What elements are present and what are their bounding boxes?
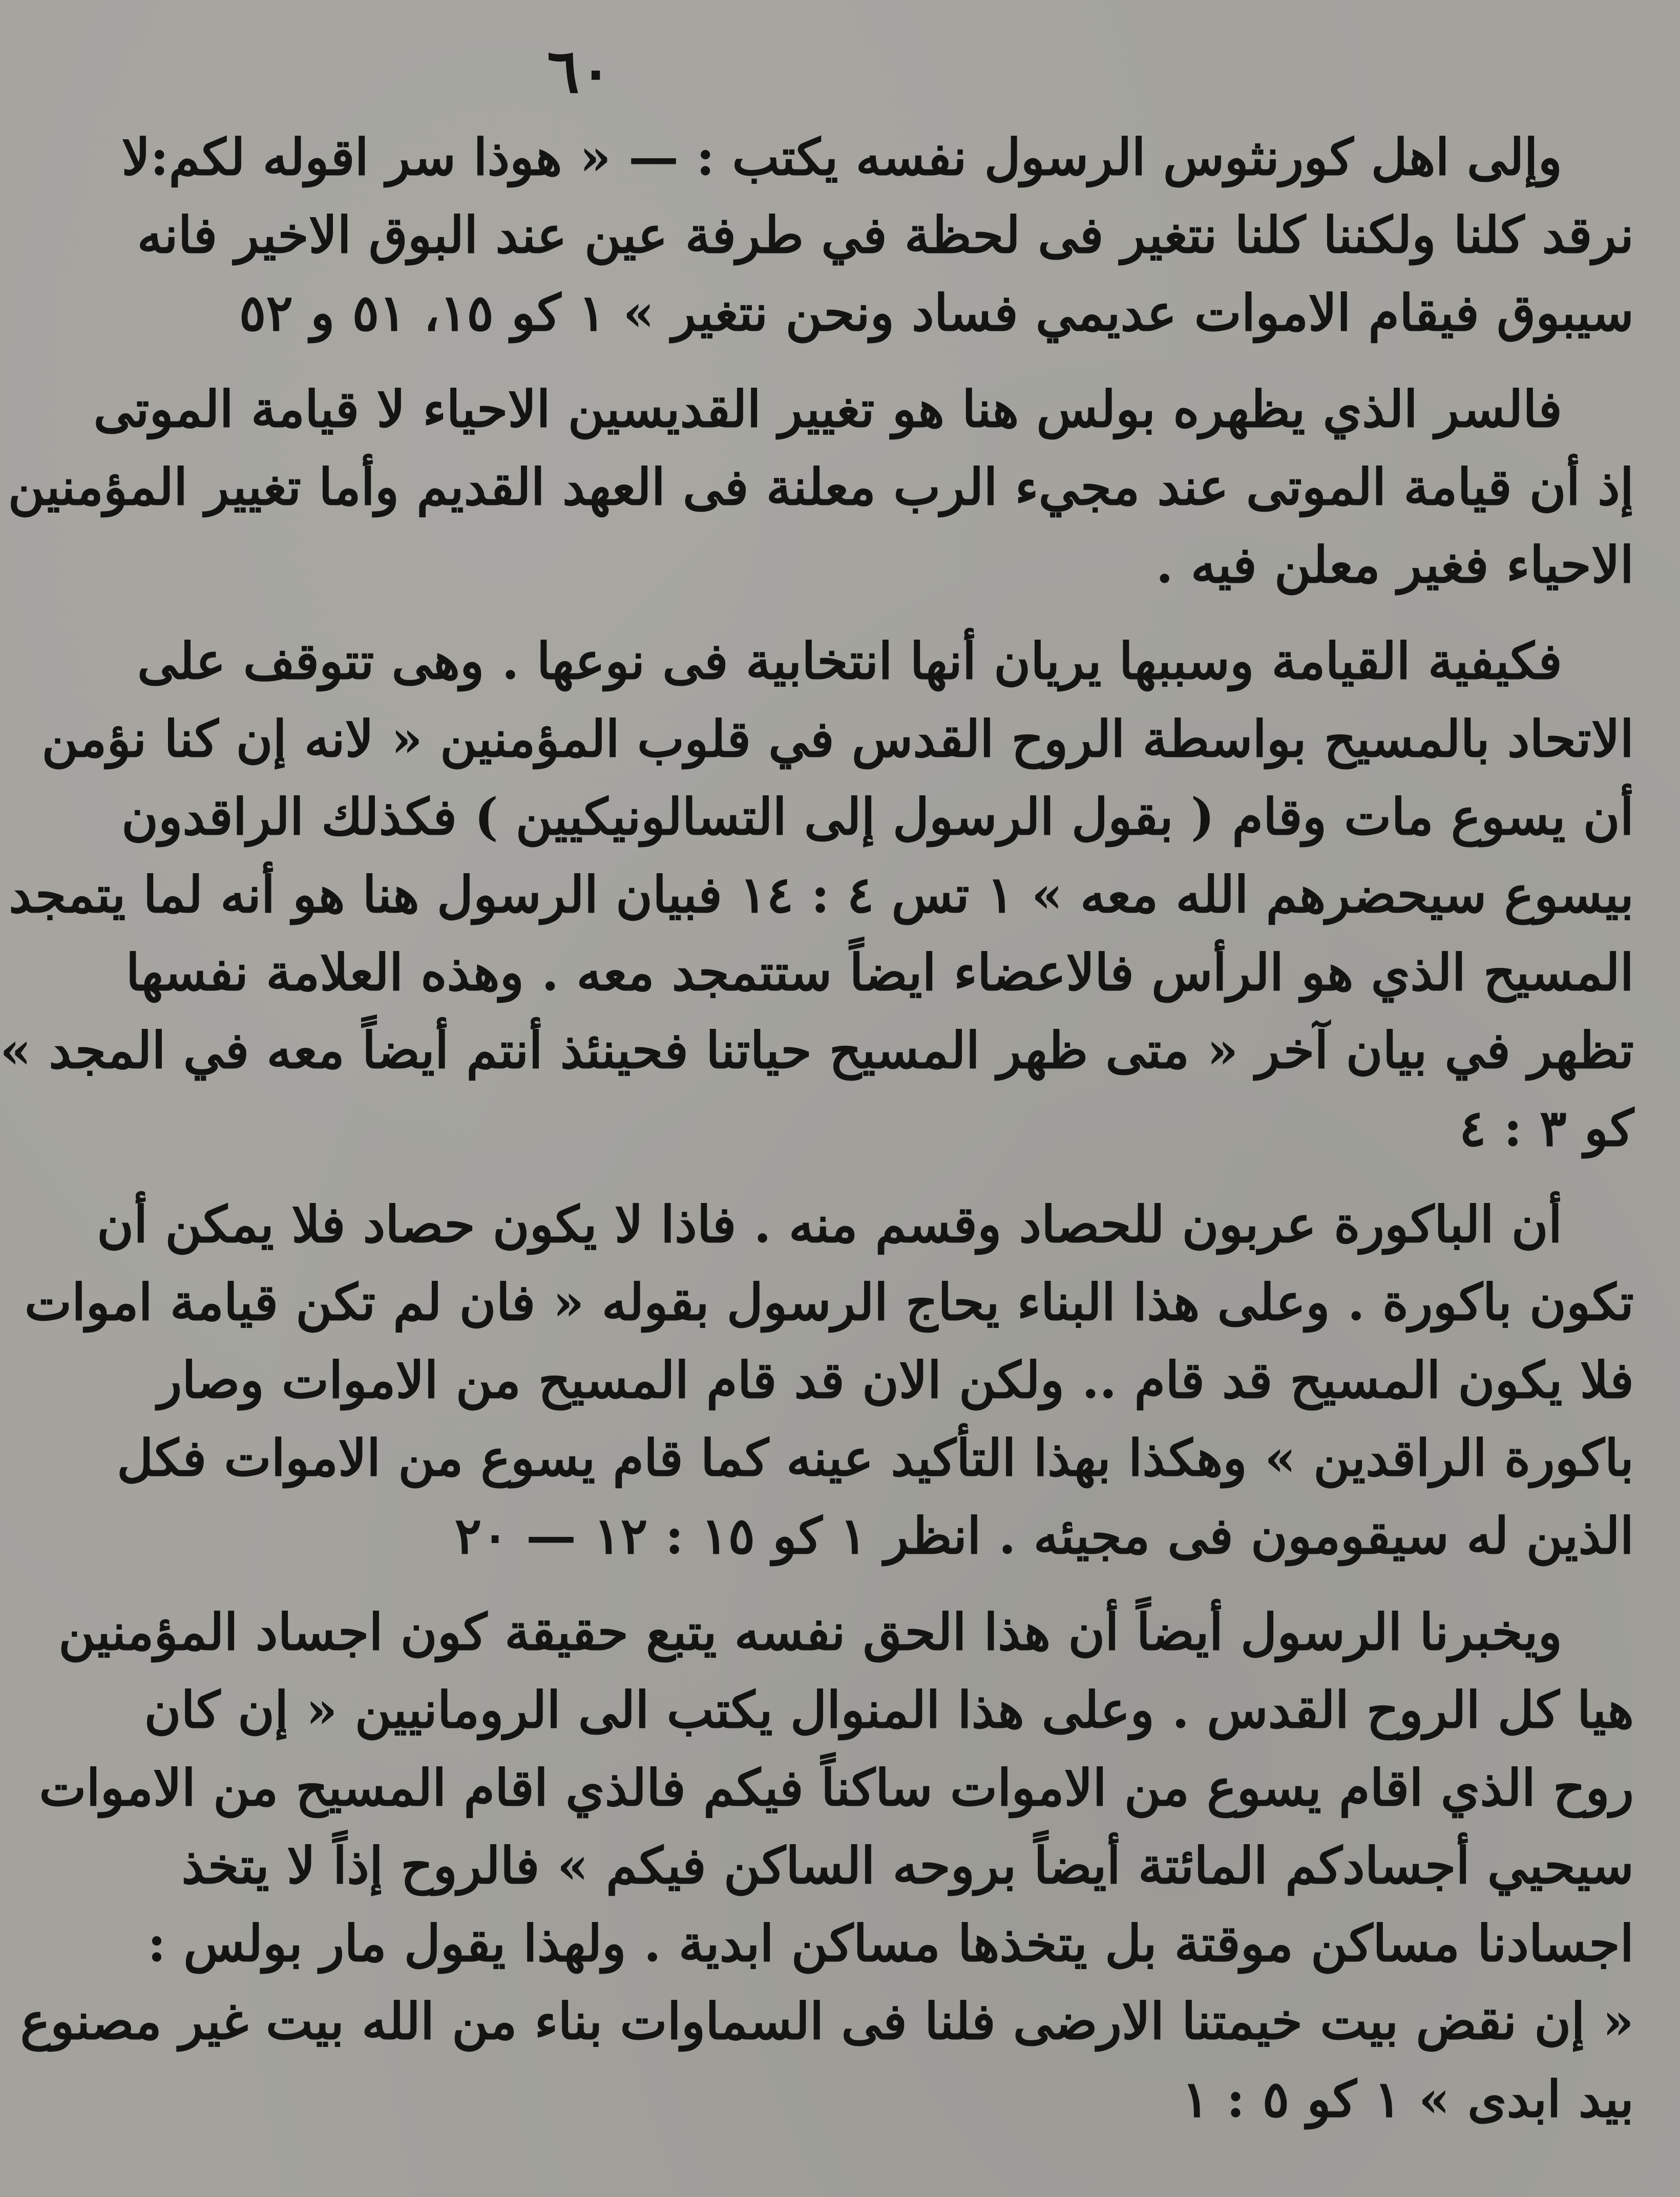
page-number: ٦٠ — [547, 35, 612, 107]
text-line: سيحيي أجسادكم المائتة أيضاً بروحه الساكن فيكم » فالروح إذاً لا يتخذ — [181, 1836, 1634, 1895]
text-line: سيبوق فيقام الاموات عديمي فساد ونحن نتغير » ١ كو ١٥، ٥١ و ٥٢ — [239, 284, 1634, 343]
paragraph — [8, 371, 1634, 604]
page-body-text — [0, 119, 1634, 2157]
text-line: إذ أن قيامة الموتى عند مجيء الرب معلنة فى العهد القديم وأما تغيير المؤمنين — [8, 458, 1634, 517]
text-line: فكيفية القيامة وسببها يريان أنها انتخابية فى نوعها . وهى تتوقف على — [137, 632, 1562, 691]
text-line: باكورة الراقدين » وهكذا بهذا التأكيد عينه كما قام يسوع من الاموات فكل — [117, 1429, 1634, 1488]
text-line: أن يسوع مات وقام ( بقول الرسول إلى التسالونيكيين ) فكذلك الراقدون — [121, 788, 1634, 847]
text-line: تكون باكورة . وعلى هذا البناء يحاج الرسول بقوله « فان لم تكن قيامة اموات — [24, 1273, 1634, 1332]
paragraph — [20, 1594, 1634, 2139]
text-line: بيد ابدى » ١ كو ٥ : ١ — [1182, 2070, 1634, 2129]
text-line: روح الذي اقام يسوع من الاموات ساكناً فيكم فالذي اقام المسيح من الاموات — [39, 1759, 1634, 1818]
paragraph — [0, 623, 1634, 1168]
text-line: « إن نقض بيت خيمتنا الارضى فلنا فى السماوات بناء من الله بيت غير مصنوع — [20, 1992, 1634, 2051]
text-line: تظهر في بيان آخر « متى ظهر المسيح حياتنا فحينئذ أنتم أيضاً معه في المجد » — [0, 1021, 1634, 1080]
text-line: الاحياء فغير معلن فيه . — [1156, 536, 1634, 595]
text-line: نرقد كلنا ولكننا كلنا نتغير فى لحظة في طرفة عين عند البوق الاخير فانه — [137, 206, 1634, 265]
text-line: أن الباكورة عربون للحصاد وقسم منه . فاذا لا يكون حصاد فلا يمكن أن — [97, 1195, 1562, 1254]
text-line: المسيح الذي هو الرأس فالاعضاء ايضاً ستتمجد معه . وهذه العلامة نفسها — [125, 943, 1634, 1002]
text-line: فالسر الذي يظهره بولس هنا هو تغيير القديسين الاحياء لا قيامة الموتى — [93, 380, 1562, 439]
text-line: وإلى اهل كورنثوس الرسول نفسه يكتب : — « هوذا سر اقوله لكم:لا — [121, 128, 1562, 187]
text-line: فلا يكون المسيح قد قام .. ولكن الان قد قام المسيح من الاموات وصار — [158, 1351, 1634, 1410]
text-line: اجسادنا مساكن موقتة بل يتخذها مساكن ابدية . ولهذا يقول مار بولس : — [147, 1914, 1634, 1973]
paragraph — [121, 119, 1634, 352]
text-line: الاتحاد بالمسيح بواسطة الروح القدس في قلوب المؤمنين « لانه إن كنا نؤمن — [41, 710, 1634, 769]
text-line: بيسوع سيحضرهم الله معه » ١ تس ٤ : ١٤ فبيان الرسول هنا هو أنه لما يتمجد — [9, 865, 1634, 924]
paragraph — [24, 1186, 1634, 1575]
text-line: كو ٣ : ٤ — [1459, 1099, 1634, 1158]
text-line: الذين له سيقومون فى مجيئه . انظر ١ كو ١٥ : ١٢ — ٢٠ — [454, 1507, 1634, 1566]
text-line: هيا كل الروح القدس . وعلى هذا المنوال يكتب الى الرومانيين « إن كان — [144, 1681, 1634, 1740]
text-line: ويخبرنا الرسول أيضاً أن هذا الحق نفسه يتبع حقيقة كون اجساد المؤمنين — [58, 1603, 1562, 1662]
